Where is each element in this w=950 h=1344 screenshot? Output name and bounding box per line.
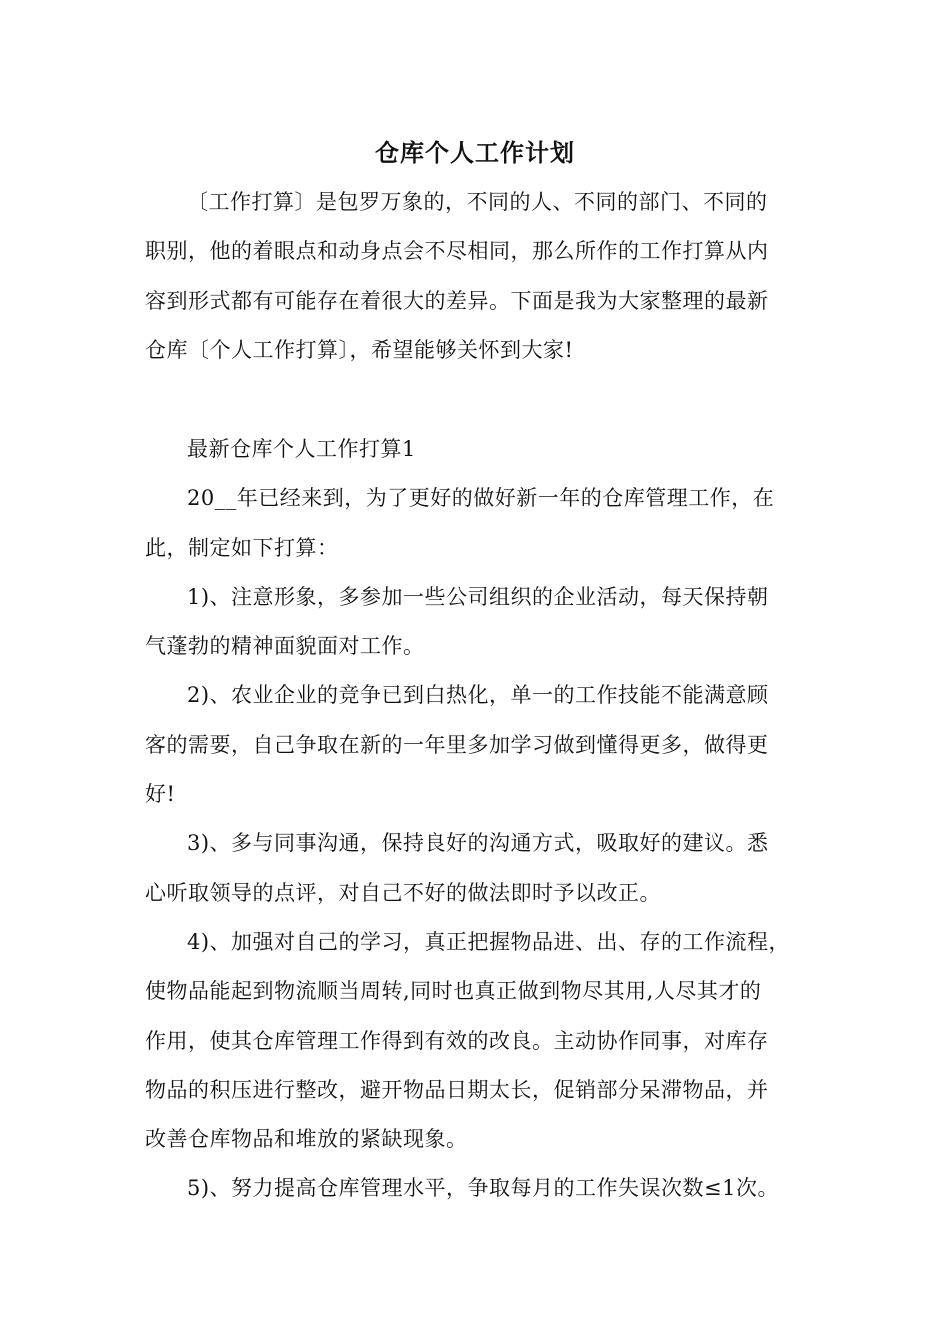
section-heading: 最新仓库个人工作打算1 — [187, 437, 416, 461]
intro-block — [145, 178, 825, 375]
paragraph-item-1: 1)、注意形象，多参加一些公司组织的企业活动，每天保持朝 气蓬勃的精神面貌面对工作。 — [145, 584, 769, 659]
paragraph-item-5: 5)、努力提高仓库管理水平，争取每月的工作失误次数≤1次。 — [187, 1176, 780, 1201]
document-title: 仓库个人工作计划 — [375, 138, 575, 167]
paragraph-item-4: 4)、加强对自己的学习，真正把握物品进、出、存的工作流程， 使物品能起到物流顺当周转,同时也真正做到物尽其用,人尽其才的 作用，使其仓库管理工作得到有效的改良。主动协作同事，对库存 物品的积压进行整改，避开物品日期太长，促销部分呆滞物品，并 改善仓库物品和堆放的紧缺现象。 — [145, 929, 791, 1152]
paragraph-item-3: 3)、多与同事沟通，保持良好的沟通方式，吸取好的建议。悉 心听取领导的点评，对自己不好的做法即时予以改正。 — [145, 831, 769, 905]
paragraph-opening: 20__年已经来到，为了更好的做好新一年的仓库管理工作，在 此，制定如下打算： — [145, 486, 775, 560]
intro-paragraph: 〔工作打算〕是包罗万象的，不同的人、不同的部门、不同的 职别，他的着眼点和动身点会不尽相同，那么所作的工作打算从内 容到形式都有可能存在着很大的差异。下面是我为大家整理的最新 仓库〔个人工作打算〕，希望能够关怀到大家! — [145, 190, 769, 362]
paragraph-item-2: 2)、农业企业的竞争已到白热化，单一的工作技能不能满意顾 客的需要，自己争取在新的一年里多加学习做到懂得更多，做得更 好! — [145, 683, 769, 807]
main-block — [145, 425, 825, 1214]
